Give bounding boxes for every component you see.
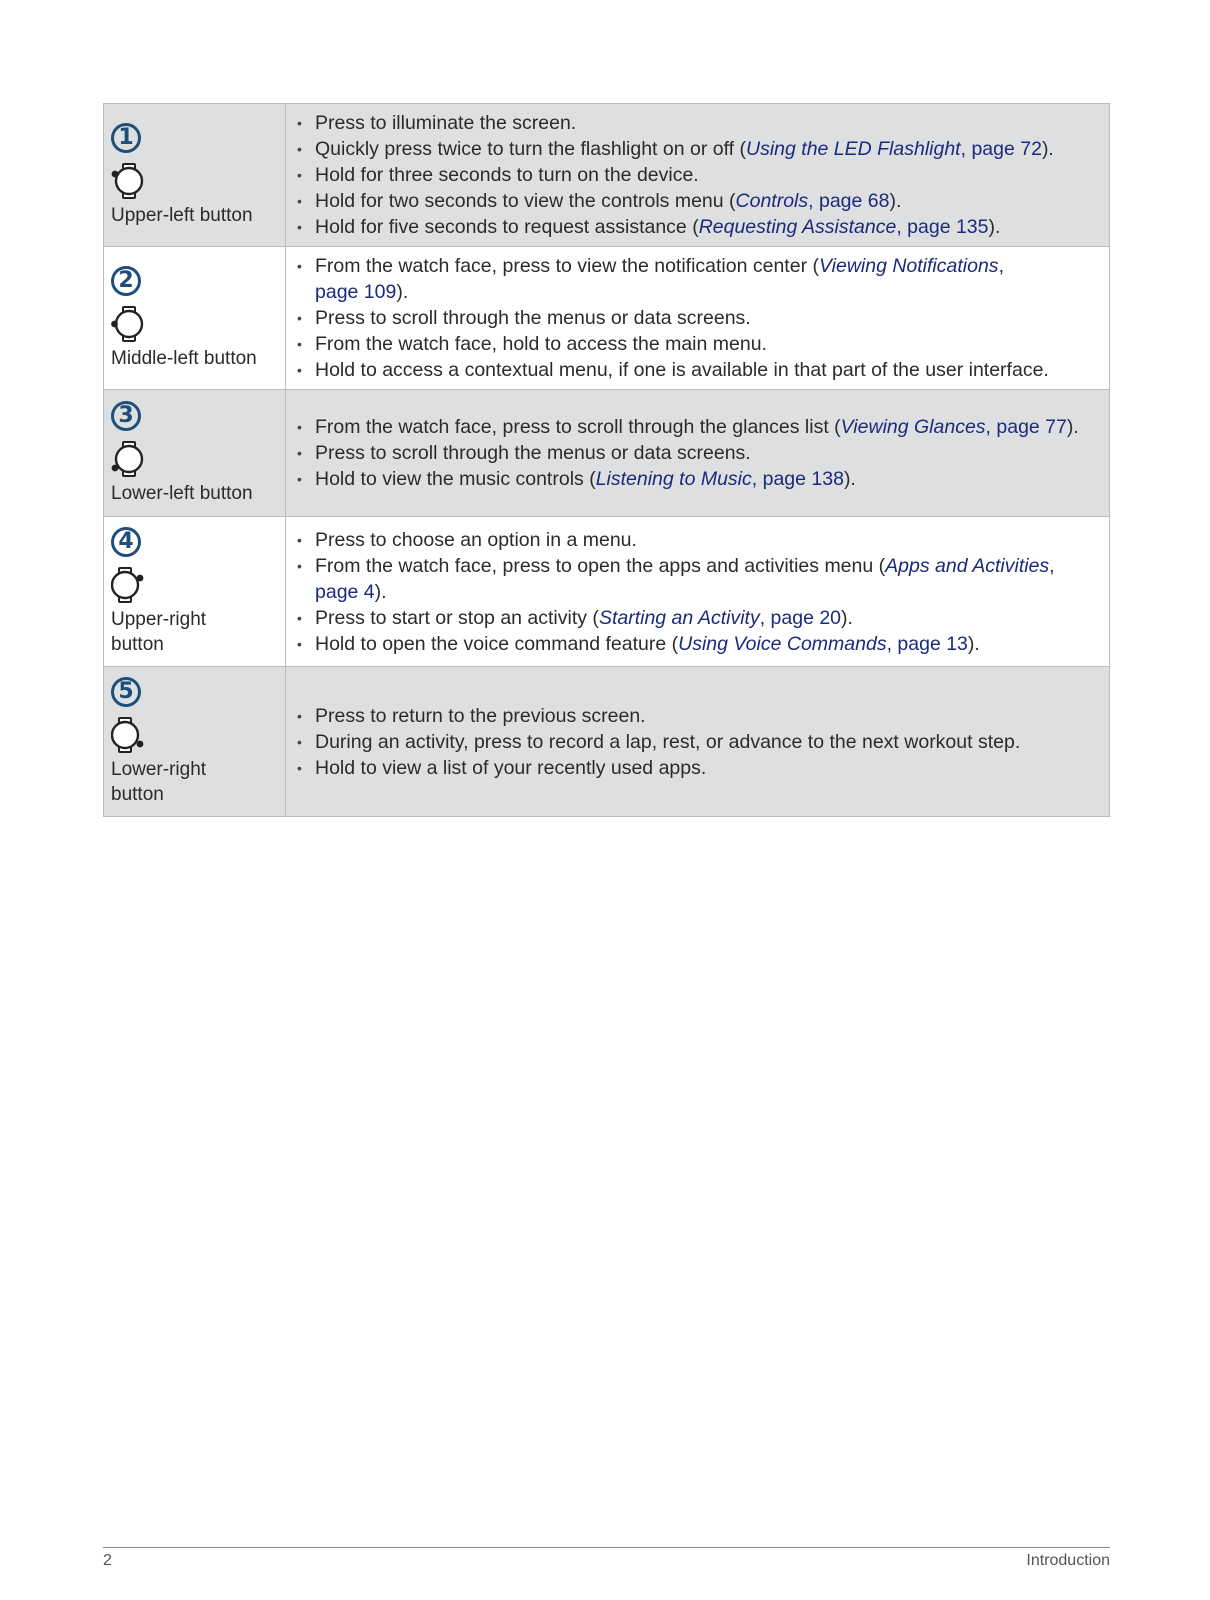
cross-reference-link[interactable]: Using the LED Flashlight, page 72 [746, 138, 1042, 160]
list-item: • Quickly press twice to turn the flashlight on or off (Using the LED Flashlight, page 72). [297, 138, 1054, 160]
button-id-cell [104, 667, 286, 817]
action-list [292, 703, 1099, 781]
watch-upper-left-button-icon [111, 161, 151, 201]
list-item: • Hold to open the voice command feature (Using Voice Commands, page 13). [297, 632, 980, 655]
button-actions-cell [286, 667, 1110, 817]
button-actions-cell [286, 104, 1110, 247]
list-item: • Hold for five seconds to request assistance (Requesting Assistance, page 135). [297, 216, 1001, 238]
button-actions-cell [286, 247, 1110, 390]
list-item: • Hold to access a contextual menu, if one is available in that part of the user interface. [297, 359, 1049, 381]
cross-reference-link[interactable]: Starting an Activity, page 20 [598, 606, 842, 629]
list-item: • Press to return to the previous screen. [297, 704, 646, 727]
footer-divider [103, 1547, 1110, 1548]
table-row [104, 390, 1110, 517]
cross-reference-link[interactable]: Using Voice Commands, page 13 [678, 632, 968, 655]
button-id-cell [104, 247, 286, 390]
action-list [292, 253, 1099, 383]
watch-lower-left-button-icon [111, 439, 151, 479]
cross-reference-link[interactable]: Listening to Music, page 138 [595, 468, 844, 490]
table-row [104, 667, 1110, 817]
table-row [104, 104, 1110, 247]
list-item: • From the watch face, press to scroll through the glances list (Viewing Glances, page 77). [297, 416, 1079, 438]
list-item: • Press to illuminate the screen. [297, 112, 577, 134]
button-id-cell [104, 517, 286, 667]
list-item: • Hold for two seconds to view the controls menu (Controls, page 68). [297, 190, 902, 212]
cross-reference-link[interactable]: Apps and Activities, page 4 [315, 554, 1055, 603]
button-id-cell [104, 104, 286, 247]
callout-number-badge: 1 [111, 123, 141, 153]
button-functions-table-body [104, 104, 1110, 817]
cross-reference-link[interactable]: Controls, page 68 [735, 190, 890, 212]
table-row [104, 517, 1110, 667]
button-label: Lower-right button [111, 758, 207, 805]
cross-reference-link[interactable]: Requesting Assistance, page 135 [698, 216, 989, 238]
button-functions-table [103, 103, 1110, 817]
list-item: • Press to choose an option in a menu. [297, 528, 637, 551]
list-item: • From the watch face, press to open the apps and activities menu (Apps and Activities, page 4). [297, 554, 1055, 603]
button-label: Middle-left button [111, 347, 257, 369]
table-row [104, 247, 1110, 390]
button-actions-cell [286, 390, 1110, 517]
watch-lower-right-button-icon [111, 715, 151, 755]
button-actions-cell [286, 517, 1110, 667]
action-list [292, 414, 1099, 492]
callout-number-badge: 3 [111, 401, 141, 431]
list-item: • Press to start or stop an activity (Starting an Activity, page 20). [297, 606, 853, 629]
cross-reference-link[interactable]: Viewing Notifications, page 109 [315, 255, 1004, 303]
list-item: • Hold to view the music controls (Listening to Music, page 138). [297, 468, 856, 490]
button-label: Upper-right button [111, 608, 207, 655]
action-list [292, 527, 1099, 657]
list-item: • Press to scroll through the menus or data screens. [297, 442, 751, 464]
watch-upper-right-button-icon [111, 565, 151, 605]
list-item: • Hold to view a list of your recently used apps. [297, 756, 707, 779]
cross-reference-link[interactable]: Viewing Glances, page 77 [840, 416, 1067, 438]
callout-number-badge: 4 [111, 527, 141, 557]
button-id-cell [104, 390, 286, 517]
list-item: • Press to scroll through the menus or data screens. [297, 307, 751, 329]
list-item: • During an activity, press to record a lap, rest, or advance to the next workout step. [297, 730, 1021, 753]
list-item: • From the watch face, hold to access the main menu. [297, 333, 767, 355]
button-label: Upper-left button [111, 204, 253, 226]
list-item: • Hold for three seconds to turn on the device. [297, 164, 699, 186]
watch-middle-left-button-icon [111, 304, 151, 344]
callout-number-badge: 5 [111, 677, 141, 707]
action-list [292, 110, 1099, 240]
callout-number-badge: 2 [111, 266, 141, 296]
section-name: Introduction [1026, 1552, 1110, 1569]
button-label: Lower-left button [111, 482, 253, 504]
list-item: • From the watch face, press to view the notification center (Viewing Notifications, page 109). [297, 255, 1004, 303]
page-number: 2 [103, 1552, 112, 1569]
